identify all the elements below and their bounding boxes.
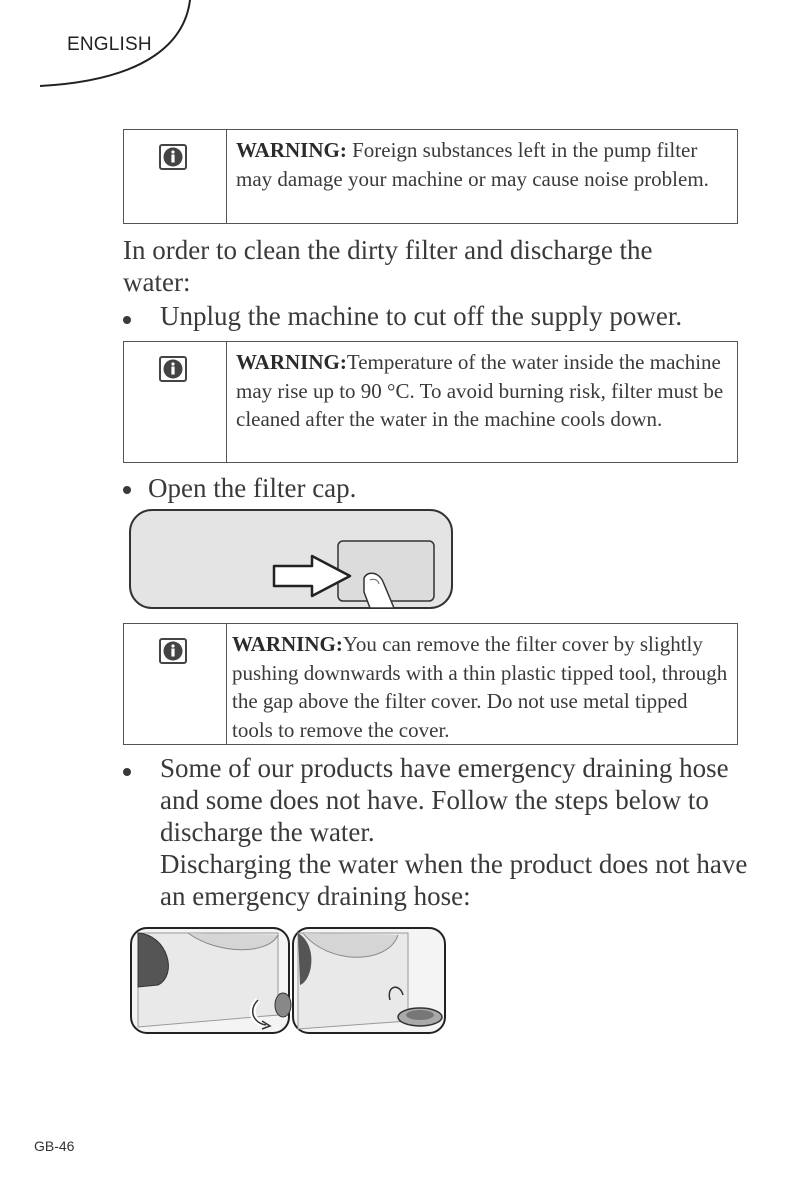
info-icon bbox=[159, 144, 187, 170]
step-unplug: Unplug the machine to cut off the supply power. bbox=[160, 301, 683, 331]
step-open-cap: Open the filter cap. bbox=[148, 473, 357, 503]
draining-step-2-image bbox=[293, 928, 445, 1033]
warning-box-3 bbox=[123, 623, 738, 745]
warning-icon-cell bbox=[124, 130, 227, 223]
warning-body: Foreign substances left in the pump filter may damage your machine or may cause noise problem. bbox=[236, 138, 709, 191]
bullet bbox=[123, 316, 131, 324]
warning-text bbox=[227, 130, 737, 223]
warning-icon-cell bbox=[124, 624, 227, 744]
step-emergency: Some of our products have emergency draining hose and some does not have. Follow the steps below to discharge the water. bbox=[160, 753, 729, 847]
draining-step-1-image bbox=[131, 928, 291, 1033]
language-label: ENGLISH bbox=[67, 34, 152, 55]
warning-label: WARNING: bbox=[236, 138, 347, 162]
draining-illustrations bbox=[128, 925, 450, 1037]
page-number: GB-46 bbox=[34, 1138, 75, 1154]
warning-text bbox=[227, 624, 737, 744]
bullet bbox=[123, 768, 131, 776]
warning-body: You can remove the filter cover by slightly pushing downwards with a thin plastic tipped tool, through the gap above the filter cover. Do not use metal tipped tools to remove the cover. bbox=[232, 632, 728, 742]
warning-label: WARNING: bbox=[232, 632, 343, 656]
warning-icon-cell bbox=[124, 342, 227, 462]
intro-text: In order to clean the dirty filter and discharge the water: bbox=[123, 235, 653, 297]
warning-text bbox=[227, 342, 737, 462]
bullet bbox=[123, 486, 131, 494]
filter-cap-illustration bbox=[128, 508, 458, 612]
warning-body: Temperature of the water inside the machine may rise up to 90 °C. To avoid burning risk, filter must be cleaned after the water in the machine cools down. bbox=[236, 350, 724, 431]
step-no-hose: Discharging the water when the product does not have an emergency draining hose: bbox=[160, 849, 748, 911]
info-icon bbox=[159, 638, 187, 664]
warning-box-2 bbox=[123, 341, 738, 463]
warning-box-1 bbox=[123, 129, 738, 224]
warning-label: WARNING: bbox=[236, 350, 347, 374]
info-icon bbox=[159, 356, 187, 382]
